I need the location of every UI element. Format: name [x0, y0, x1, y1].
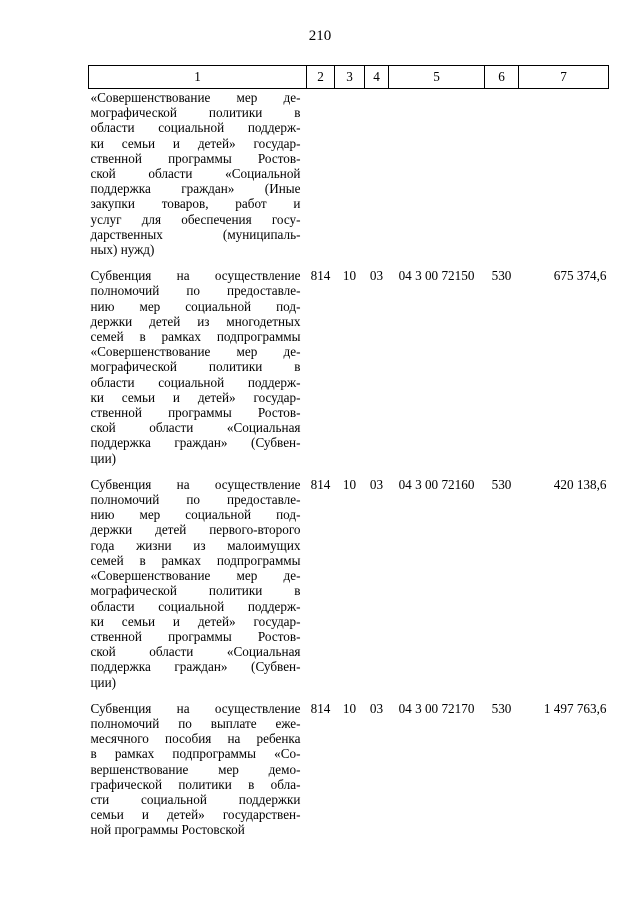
section-code: 10: [342, 700, 357, 716]
table-row: [89, 89, 609, 269]
budget-table: [88, 65, 609, 849]
description-line: области социальной поддерж-: [90, 598, 301, 614]
expense-description: [89, 701, 307, 849]
description-line: держки детей из многодетных: [90, 313, 301, 329]
description-line: области социальной поддерж-: [90, 374, 301, 390]
expense-type-code: [485, 89, 519, 269]
description-line: мографической политики в: [90, 583, 301, 599]
table-row: [89, 477, 609, 701]
description-line: мографической политики в: [90, 105, 301, 121]
table-row: [89, 701, 609, 849]
description-line: Субвенция на осуществление: [90, 268, 301, 284]
expense-type-code: 530: [491, 268, 512, 284]
column-header: 5: [389, 66, 485, 89]
ministry-code: 814: [310, 700, 331, 716]
section-code: 10: [342, 476, 357, 492]
target-article-code: 04 3 00 72170: [398, 700, 475, 716]
description-line: поддержка граждан» (Субвен-: [90, 435, 301, 451]
target-article-code: 04 3 00 72160: [398, 476, 475, 492]
table-row: [89, 268, 609, 477]
description-line: семей в рамках подпрограммы: [90, 552, 301, 568]
column-header: 7: [519, 66, 609, 89]
description-line: дарственных (муниципаль-: [90, 226, 301, 242]
expense-type-code: 530: [491, 476, 512, 492]
description-line: ных) нужд): [90, 242, 155, 258]
description-line: ной программы Ростовской: [90, 822, 245, 838]
description-line: ки семьи и детей» государ-: [90, 135, 301, 151]
description-line: ской области «Социальная: [90, 420, 301, 436]
section-code: [335, 89, 365, 269]
subsection-code: 03: [369, 268, 384, 284]
description-line: Субвенция на осуществление: [90, 476, 301, 492]
amount-value: [519, 89, 609, 269]
expense-type-code: 530: [491, 700, 512, 716]
description-line: ской области «Социальной: [90, 166, 301, 182]
description-line: держки детей первого-второго: [90, 522, 301, 538]
ministry-code: 814: [310, 476, 331, 492]
description-line: ственной программы Ростов-: [90, 405, 301, 421]
description-line: сти социальной поддержки: [90, 791, 301, 807]
subsection-code: 03: [369, 700, 384, 716]
description-line: ции): [90, 450, 117, 466]
target-article-code: 04 3 00 72150: [398, 268, 475, 284]
description-line: полномочий по выплате еже-: [90, 715, 301, 731]
description-line: закупки товаров, работ и: [90, 196, 301, 212]
column-header: 1: [89, 66, 307, 89]
description-line: поддержка граждан» (Субвен-: [90, 659, 301, 675]
description-line: ки семьи и детей» государ-: [90, 389, 301, 405]
subsection-code: [365, 89, 389, 269]
description-line: нию мер социальной под-: [90, 507, 301, 523]
expense-description: [89, 89, 307, 269]
description-line: семей в рамках подпрограммы: [90, 329, 301, 345]
description-line: поддержка граждан» (Иные: [90, 181, 301, 197]
column-header: 6: [485, 66, 519, 89]
target-article-code: [389, 89, 485, 269]
description-line: Субвенция на осуществление: [90, 700, 301, 716]
description-line: услуг для обеспечения госу-: [90, 211, 301, 227]
section-code: 10: [342, 268, 357, 284]
description-line: ки семьи и детей» государ-: [90, 613, 301, 629]
description-line: графической политики в обла-: [90, 776, 301, 792]
amount-value: 420 138,6: [553, 476, 607, 492]
description-line: вершенствование мер демо-: [90, 761, 301, 777]
description-line: «Совершенствование мер де-: [90, 344, 301, 360]
description-line: нию мер социальной под-: [90, 298, 301, 314]
description-line: полномочий по предоставле-: [90, 283, 301, 299]
description-line: в рамках подпрограммы «Со-: [90, 746, 301, 762]
description-line: мографической политики в: [90, 359, 301, 375]
description-line: ственной программы Ростов-: [90, 628, 301, 644]
description-line: ственной программы Ростов-: [90, 150, 301, 166]
description-line: области социальной поддерж-: [90, 120, 301, 136]
table-header-row: [89, 66, 609, 89]
amount-value: 675 374,6: [553, 268, 607, 284]
expense-description: [89, 268, 307, 477]
page-number: 210: [308, 28, 332, 44]
description-line: «Совершенствование мер де-: [90, 90, 301, 105]
column-header: 3: [335, 66, 365, 89]
column-header: 4: [365, 66, 389, 89]
description-line: года жизни из малоимущих: [90, 537, 301, 553]
description-line: полномочий по предоставле-: [90, 492, 301, 508]
description-line: «Совершенствование мер де-: [90, 568, 301, 584]
description-line: месячного пособия на ребенка: [90, 731, 301, 747]
description-line: семьи и детей» государствен-: [90, 807, 301, 823]
ministry-code: [307, 89, 335, 269]
expense-description: [89, 477, 307, 701]
description-line: ции): [90, 674, 117, 690]
amount-value: 1 497 763,6: [543, 700, 607, 716]
subsection-code: 03: [369, 476, 384, 492]
column-header: 2: [307, 66, 335, 89]
ministry-code: 814: [310, 268, 331, 284]
description-line: ской области «Социальная: [90, 644, 301, 660]
